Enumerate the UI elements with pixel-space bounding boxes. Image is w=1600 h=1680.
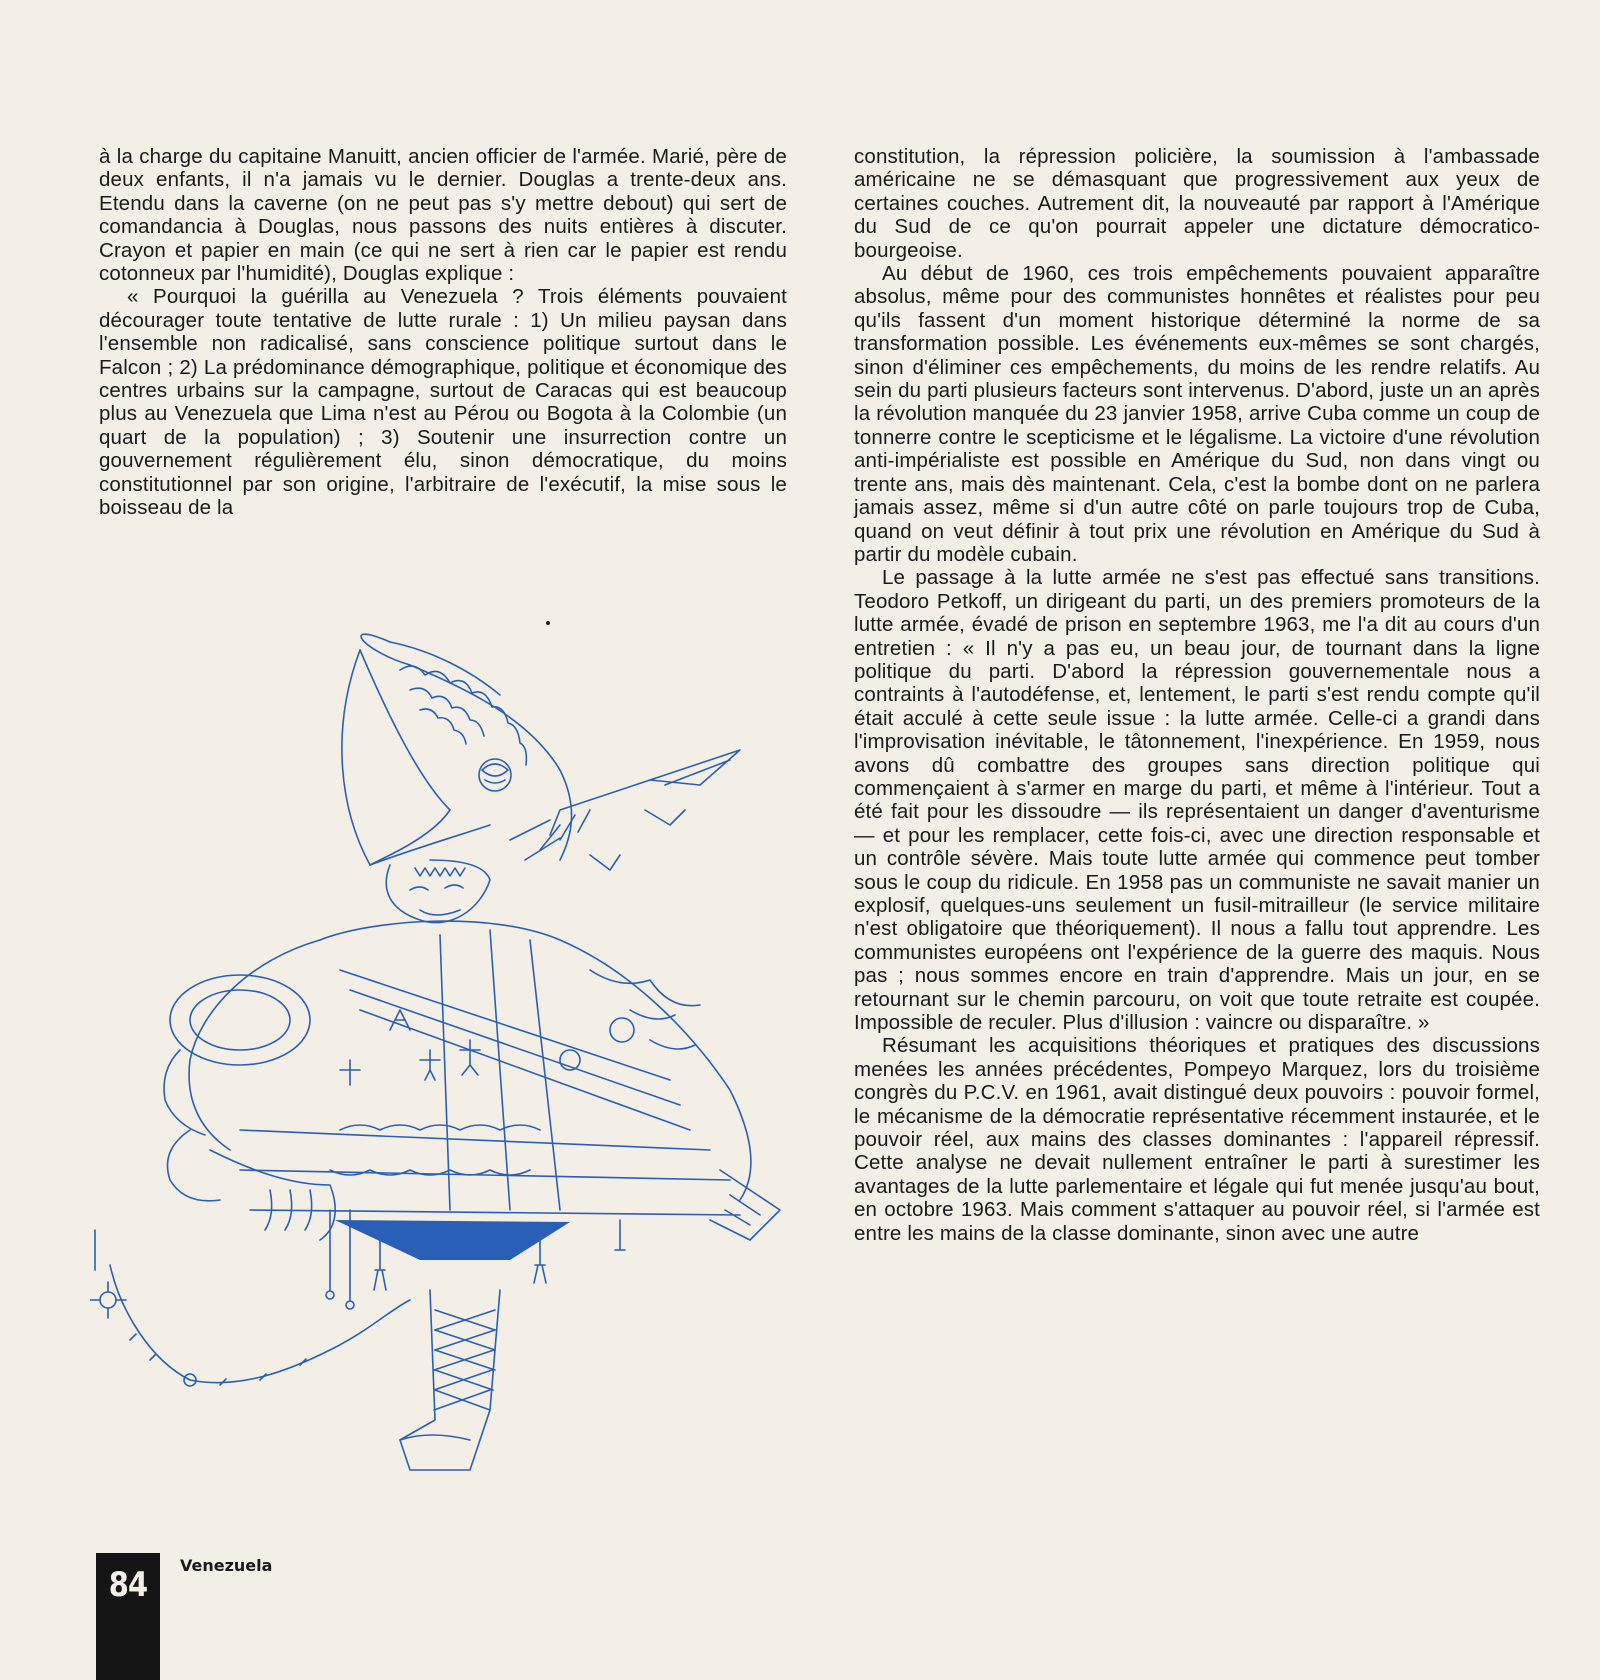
left-paragraph-1: à la charge du capitaine Manuitt, ancien officier de l'armée. Marié, père de deux enfants, il n'a jamais vu le dernier. Douglas a trente-deux ans. Etendu dans la caverne (on ne peut pas s'y mettre debout) qui sert de comandancia à Douglas, nous passons des nuits entières à discuter. Crayon et papier en main (ce qui ne sert à rien car le papier est rendu cotonneux par l'humidité), Douglas explique : xyxy=(99,145,787,286)
left-text-column xyxy=(99,145,787,520)
chain xyxy=(90,1230,410,1386)
feather-plume xyxy=(361,634,572,860)
left-paragraph-2: « Pourquoi la guérilla au Venezuela ? Trois éléments pouvaient décourager toute tentative de lutte rurale : 1) Un milieu paysan dans l'ensemble non radicalisé, sans conscience politique surtout dans le Falcon ; 2) La prédominance démographique, politique et économique des centres urbains sur la campagne, surtout de Caracas qui est beaucoup plus au Venezuela que Lima n'est au Pérou ou Bogota à la Colombie (un quart de la population) ; 3) Soutenir une insurrection contre un gouvernement régulièrement élu, sinon démocratique, du moins constitutionnel par son origine, l'arbitraire de l'exécutif, la mise sous le boisseau de la xyxy=(99,285,787,520)
right-text-column xyxy=(854,145,1540,1245)
rocket xyxy=(510,750,740,870)
boot xyxy=(400,1290,500,1470)
face xyxy=(386,860,490,923)
page-number-box xyxy=(96,1553,160,1680)
right-paragraph-3: Le passage à la lutte armée ne s'est pas effectué sans transitions. Teodoro Petkoff, un dirigeant du parti, un des premiers promoteurs de la lutte armée, évadé de prison en septembre 1963, me l'a dit au cours d'un entretien : « Il n'y a pas eu, un beau jour, de tournant dans la ligne politique du parti. D'abord la répression gouvernementale nous a contraints à l'autodéfense, et, lentement, le parti s'est rendu compte qu'il était acculé à cette seule issue : la lutte armée. Celle-ci a grandi dans l'improvisation inévitable, le tâtonnement, l'inexpérience. En 1959, nous avons dû combattre des groupes sans direction politique qui commençaient à s'armer en marge du parti, et même à l'intérieur. Tout a été fait pour les dissoudre — ils représentaient un danger d'aventurisme — et pour les remplacer, cette fois-ci, avec une direction responsable et un contrôle sévère. Mais toute lutte armée qui commence peut tomber sous le coup du ridicule. En 1958 pas un communiste ne savait manier un explosif, quelques-uns seulement un fusil-mitrailleur (le service militaire n'est obligatoire que théoriquement). Il nous a fallu tout apprendre. Les communistes européens ont l'expérience de la guerre des maquis. Nous pas ; nous sommes encore en train d'apprendre. Mais un jour, en se retournant sur le chemin parcouru, on voit que toute retraite est coupée. Impossible de reculer. Plus d'illusion : vaincre ou disparaître. » xyxy=(854,566,1540,1035)
blue-pedestal xyxy=(335,1220,570,1260)
general-illustration xyxy=(90,610,830,1490)
right-paragraph-2: Au début de 1960, ces trois empêchements pouvaient apparaître absolus, même pour des communistes honnêtes et réalistes pour peu qu'ils fassent d'un moment historique déterminé la norme de sa transformation possible. Les événements eux-mêmes se sont chargés, sinon d'éliminer ces empêchements, du moins de les rendre relatifs. Au sein du parti plusieurs facteurs sont intervenus. D'abord, juste un an après la révolution manquée du 23 janvier 1958, arrive Cuba comme un coup de tonnerre contre le scepticisme et le légalisme. La victoire d'une révolution anti-impérialiste est possible en Amérique du Sud, non dans vingt ou trente ans, mais dès maintenant. Cela, c'est la bombe dont on ne parlera jamais assez, même si d'un autre côté on parle toujours trop de Cuba, quand on veut définir à tout prix une révolution en Amérique du Sud à partir du modèle cubain. xyxy=(854,262,1540,566)
bicorne-hat xyxy=(342,650,511,865)
right-paragraph-4: Résumant les acquisitions théoriques et pratiques des discussions menées les années précédentes, Pompeyo Marquez, lors du troisième congrès du P.C.V. en 1961, avait distingué deux pouvoirs : pouvoir formel, le mécanisme de la démocratie représentative récemment instaurée, et le pouvoir réel, aux mains des classes dominantes : l'appareil répressif. Cette analyse ne devait nullement entraîner le parti à surestimer les avantages de la lutte parlementaire et légale qui fut menée jusqu'au bout, en octobre 1963. Mais comment s'attaquer au pouvoir réel, si l'armée est entre les mains de la classe dominante, sinon avec une autre xyxy=(854,1034,1540,1245)
sleeve xyxy=(168,1130,355,1309)
coat xyxy=(164,921,780,1240)
right-paragraph-1: constitution, la répression policière, la soumission à l'ambassade américaine ne se démasquant que progressivement aux yeux de certaines couches. Autrement dit, la nouveauté par rapport à l'Amérique du Sud de ce qu'on pourrait appeler une dictature démocratico-bourgeoise. xyxy=(854,145,1540,262)
page-number: 84 xyxy=(108,1565,148,1605)
running-head: Venezuela xyxy=(180,1556,273,1575)
